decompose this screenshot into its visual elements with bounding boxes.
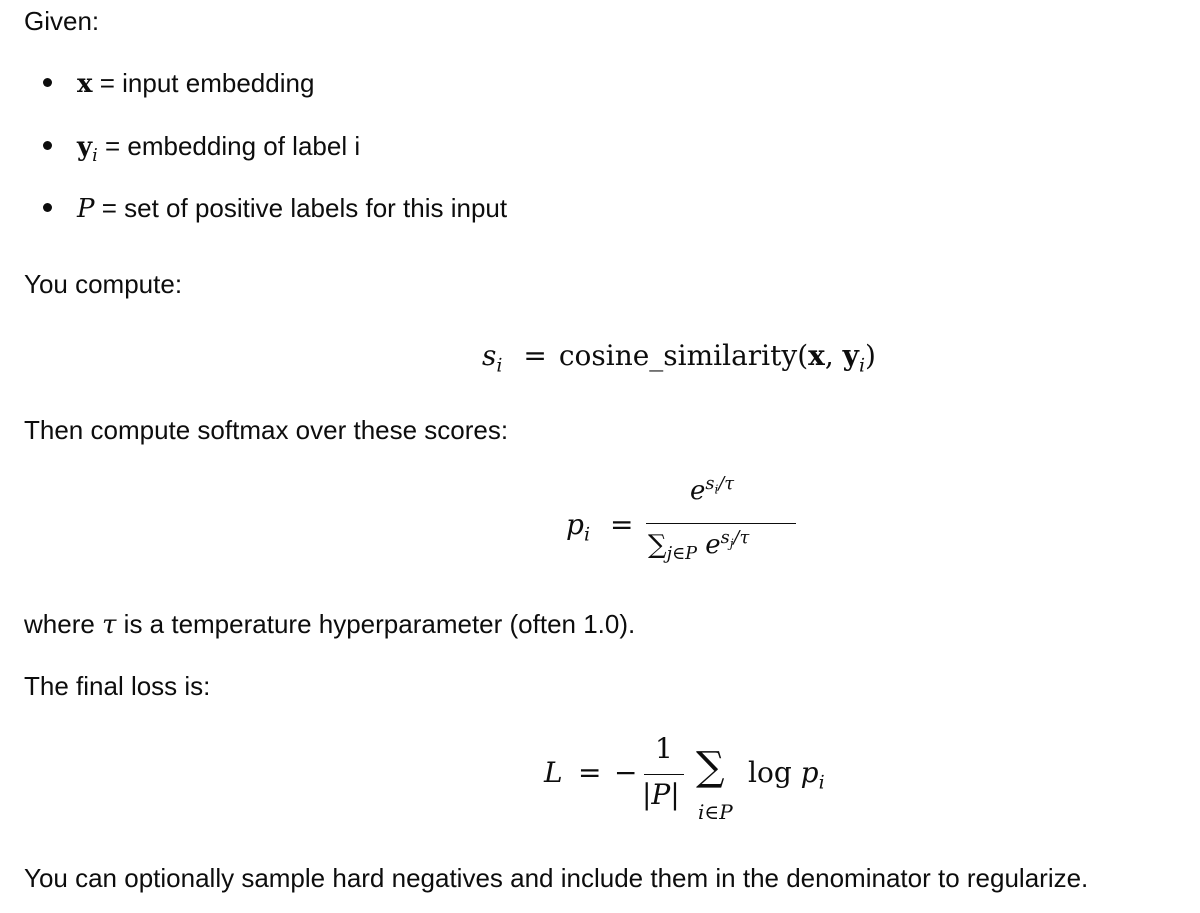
given-heading: Given: (24, 6, 100, 36)
final-note: You can optionally sample hard negatives and include them in the denominator to regularize. (24, 863, 1089, 893)
fraction-numerator: 1 (655, 732, 673, 765)
math-symbol: y (77, 132, 93, 162)
loss-heading: The final loss is: (24, 671, 211, 701)
math-subscript: i (92, 146, 98, 167)
list-item-text: = input embedding (92, 68, 315, 98)
softmax-heading: Then compute softmax over these scores: (24, 415, 509, 445)
math-symbol: P (77, 194, 95, 224)
bullet-dot-icon (43, 141, 52, 150)
list-item-text: = set of positive labels for this input (94, 193, 508, 223)
sum-subscript: i∈P (698, 800, 733, 824)
bullet-dot-icon (43, 78, 52, 87)
fraction-bar (646, 523, 796, 524)
bullet-dot-icon (43, 203, 52, 212)
fraction-denominator: $\sum_{j\in P}$ $e^{s_j/\tau}$ (648, 528, 750, 565)
math-symbol: τ (102, 610, 117, 640)
compute-heading: You compute: (24, 269, 183, 299)
cosine-equation: $s_i$ = cosine_similarity(x, $y_i$) (482, 339, 876, 377)
temperature-note: where τ is a temperature hyperparameter (often 1.0). (24, 609, 636, 640)
list-item-text: = embedding of label i (97, 131, 361, 161)
sum-symbol: ∑ (696, 744, 725, 790)
loss-equation: L = − 1 |P| ∑ i∈P $\log p_i$ (544, 732, 825, 824)
fraction-denominator: |P| (642, 778, 680, 811)
softmax-equation: $p_i$ = $e^{s_i/\tau}$ $\sum_{j\in P}$ $e^{s_j/\tau}$ (566, 474, 806, 574)
fraction-numerator: $e^{s_i/\tau}$ (690, 474, 735, 506)
math-symbol: x (77, 69, 93, 99)
fraction-bar (644, 774, 684, 775)
